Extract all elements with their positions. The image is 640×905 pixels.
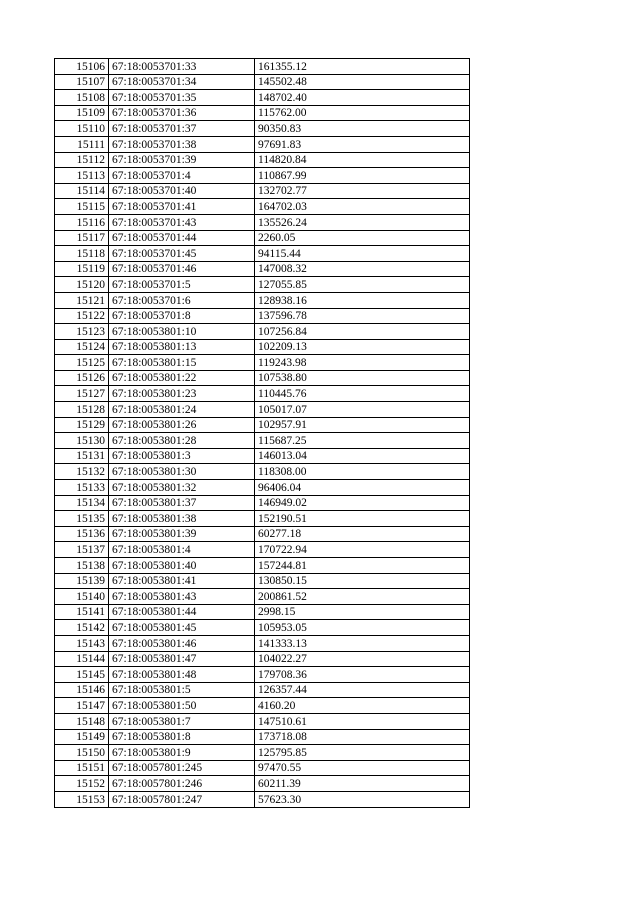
- table-row: [55, 682, 470, 698]
- cadastral-number-cell: 67:18:0057801:247: [109, 791, 255, 807]
- cadastral-number-cell: 67:18:0053801:45: [109, 620, 255, 636]
- cadastral-number-cell: 67:18:0053801:43: [109, 589, 255, 605]
- amount-cell: 146013.04: [255, 448, 470, 464]
- table-row: [55, 480, 470, 496]
- amount-cell: 141333.13: [255, 635, 470, 651]
- table-row: [55, 495, 470, 511]
- amount-cell: 102957.91: [255, 417, 470, 433]
- cadastral-number-cell: 67:18:0053801:38: [109, 511, 255, 527]
- table-body: [55, 59, 470, 808]
- amount-cell: 110445.76: [255, 386, 470, 402]
- row-index-cell: 15153: [55, 791, 109, 807]
- row-index-cell: 15124: [55, 339, 109, 355]
- amount-cell: 137596.78: [255, 308, 470, 324]
- row-index-cell: 15138: [55, 558, 109, 574]
- row-index-cell: 15116: [55, 214, 109, 230]
- table-row: [55, 698, 470, 714]
- cadastral-number-cell: 67:18:0053801:47: [109, 651, 255, 667]
- cadastral-number-cell: 67:18:0053701:38: [109, 136, 255, 152]
- cadastral-number-cell: 67:18:0053801:4: [109, 542, 255, 558]
- amount-cell: 60277.18: [255, 526, 470, 542]
- row-index-cell: 15108: [55, 90, 109, 106]
- row-index-cell: 15131: [55, 448, 109, 464]
- amount-cell: 126357.44: [255, 682, 470, 698]
- amount-cell: 90350.83: [255, 121, 470, 137]
- table-row: [55, 121, 470, 137]
- cadastral-number-cell: 67:18:0053801:24: [109, 402, 255, 418]
- row-index-cell: 15128: [55, 402, 109, 418]
- data-table: [54, 58, 470, 808]
- row-index-cell: 15141: [55, 604, 109, 620]
- amount-cell: 161355.12: [255, 59, 470, 75]
- table-row: [55, 152, 470, 168]
- cadastral-number-cell: 67:18:0053801:7: [109, 713, 255, 729]
- table-row: [55, 433, 470, 449]
- row-index-cell: 15126: [55, 370, 109, 386]
- cadastral-number-cell: 67:18:0053801:48: [109, 667, 255, 683]
- table-row: [55, 776, 470, 792]
- cadastral-number-cell: 67:18:0053701:37: [109, 121, 255, 137]
- table-row: [55, 542, 470, 558]
- table-row: [55, 246, 470, 262]
- table-row: [55, 339, 470, 355]
- amount-cell: 148702.40: [255, 90, 470, 106]
- table-row: [55, 448, 470, 464]
- amount-cell: 135526.24: [255, 214, 470, 230]
- cadastral-number-cell: 67:18:0053801:37: [109, 495, 255, 511]
- row-index-cell: 15144: [55, 651, 109, 667]
- amount-cell: 57623.30: [255, 791, 470, 807]
- amount-cell: 105953.05: [255, 620, 470, 636]
- amount-cell: 164702.03: [255, 199, 470, 215]
- cadastral-number-cell: 67:18:0053801:9: [109, 745, 255, 761]
- amount-cell: 102209.13: [255, 339, 470, 355]
- row-index-cell: 15120: [55, 277, 109, 293]
- row-index-cell: 15135: [55, 511, 109, 527]
- table-row: [55, 589, 470, 605]
- table-row: [55, 74, 470, 90]
- cadastral-number-cell: 67:18:0053801:40: [109, 558, 255, 574]
- cadastral-number-cell: 67:18:0053801:8: [109, 729, 255, 745]
- row-index-cell: 15129: [55, 417, 109, 433]
- cadastral-number-cell: 67:18:0053701:33: [109, 59, 255, 75]
- table-row: [55, 292, 470, 308]
- table-row: [55, 667, 470, 683]
- row-index-cell: 15111: [55, 136, 109, 152]
- table-row: [55, 59, 470, 75]
- table-row: [55, 620, 470, 636]
- cadastral-number-cell: 67:18:0057801:246: [109, 776, 255, 792]
- table-row: [55, 136, 470, 152]
- amount-cell: 147510.61: [255, 713, 470, 729]
- cadastral-number-cell: 67:18:0053701:5: [109, 277, 255, 293]
- amount-cell: 4160.20: [255, 698, 470, 714]
- table-row: [55, 90, 470, 106]
- table-row: [55, 402, 470, 418]
- cadastral-number-cell: 67:18:0053701:36: [109, 105, 255, 121]
- amount-cell: 145502.48: [255, 74, 470, 90]
- amount-cell: 97691.83: [255, 136, 470, 152]
- cadastral-number-cell: 67:18:0057801:245: [109, 760, 255, 776]
- amount-cell: 179708.36: [255, 667, 470, 683]
- amount-cell: 170722.94: [255, 542, 470, 558]
- row-index-cell: 15109: [55, 105, 109, 121]
- row-index-cell: 15130: [55, 433, 109, 449]
- table-row: [55, 261, 470, 277]
- row-index-cell: 15148: [55, 713, 109, 729]
- cadastral-number-cell: 67:18:0053801:13: [109, 339, 255, 355]
- cadastral-number-cell: 67:18:0053701:6: [109, 292, 255, 308]
- table-row: [55, 230, 470, 246]
- row-index-cell: 15115: [55, 199, 109, 215]
- cadastral-number-cell: 67:18:0053701:44: [109, 230, 255, 246]
- amount-cell: 60211.39: [255, 776, 470, 792]
- row-index-cell: 15118: [55, 246, 109, 262]
- cadastral-number-cell: 67:18:0053701:34: [109, 74, 255, 90]
- amount-cell: 104022.27: [255, 651, 470, 667]
- table-row: [55, 604, 470, 620]
- row-index-cell: 15134: [55, 495, 109, 511]
- table-row: [55, 729, 470, 745]
- cadastral-number-cell: 67:18:0053801:32: [109, 480, 255, 496]
- amount-cell: 128938.16: [255, 292, 470, 308]
- row-index-cell: 15147: [55, 698, 109, 714]
- cadastral-number-cell: 67:18:0053801:26: [109, 417, 255, 433]
- amount-cell: 200861.52: [255, 589, 470, 605]
- row-index-cell: 15119: [55, 261, 109, 277]
- cadastral-number-cell: 67:18:0053701:40: [109, 183, 255, 199]
- row-index-cell: 15122: [55, 308, 109, 324]
- amount-cell: 127055.85: [255, 277, 470, 293]
- table-row: [55, 651, 470, 667]
- table-row: [55, 183, 470, 199]
- table-row: [55, 573, 470, 589]
- amount-cell: 2260.05: [255, 230, 470, 246]
- row-index-cell: 15150: [55, 745, 109, 761]
- amount-cell: 173718.08: [255, 729, 470, 745]
- table-row: [55, 417, 470, 433]
- amount-cell: 157244.81: [255, 558, 470, 574]
- cadastral-number-cell: 67:18:0053701:39: [109, 152, 255, 168]
- table-row: [55, 464, 470, 480]
- cadastral-number-cell: 67:18:0053801:44: [109, 604, 255, 620]
- cadastral-number-cell: 67:18:0053801:30: [109, 464, 255, 480]
- row-index-cell: 15139: [55, 573, 109, 589]
- amount-cell: 110867.99: [255, 168, 470, 184]
- cadastral-number-cell: 67:18:0053801:3: [109, 448, 255, 464]
- cadastral-number-cell: 67:18:0053701:46: [109, 261, 255, 277]
- row-index-cell: 15113: [55, 168, 109, 184]
- table-row: [55, 558, 470, 574]
- cadastral-number-cell: 67:18:0053801:50: [109, 698, 255, 714]
- amount-cell: 119243.98: [255, 355, 470, 371]
- amount-cell: 114820.84: [255, 152, 470, 168]
- cadastral-number-cell: 67:18:0053801:28: [109, 433, 255, 449]
- row-index-cell: 15142: [55, 620, 109, 636]
- row-index-cell: 15112: [55, 152, 109, 168]
- cadastral-number-cell: 67:18:0053801:41: [109, 573, 255, 589]
- amount-cell: 107256.84: [255, 324, 470, 340]
- row-index-cell: 15125: [55, 355, 109, 371]
- cadastral-number-cell: 67:18:0053701:4: [109, 168, 255, 184]
- table-row: [55, 214, 470, 230]
- row-index-cell: 15127: [55, 386, 109, 402]
- cadastral-number-cell: 67:18:0053801:23: [109, 386, 255, 402]
- cadastral-number-cell: 67:18:0053801:15: [109, 355, 255, 371]
- row-index-cell: 15151: [55, 760, 109, 776]
- amount-cell: 147008.32: [255, 261, 470, 277]
- cadastral-number-cell: 67:18:0053701:35: [109, 90, 255, 106]
- amount-cell: 107538.80: [255, 370, 470, 386]
- cadastral-number-cell: 67:18:0053801:22: [109, 370, 255, 386]
- row-index-cell: 15145: [55, 667, 109, 683]
- table-row: [55, 105, 470, 121]
- row-index-cell: 15149: [55, 729, 109, 745]
- table-row: [55, 526, 470, 542]
- cadastral-number-cell: 67:18:0053801:46: [109, 635, 255, 651]
- table-row: [55, 791, 470, 807]
- row-index-cell: 15137: [55, 542, 109, 558]
- row-index-cell: 15136: [55, 526, 109, 542]
- amount-cell: 97470.55: [255, 760, 470, 776]
- table-row: [55, 324, 470, 340]
- cadastral-number-cell: 67:18:0053801:5: [109, 682, 255, 698]
- amount-cell: 105017.07: [255, 402, 470, 418]
- cadastral-number-cell: 67:18:0053701:45: [109, 246, 255, 262]
- row-index-cell: 15107: [55, 74, 109, 90]
- table-row: [55, 199, 470, 215]
- table-row: [55, 370, 470, 386]
- amount-cell: 118308.00: [255, 464, 470, 480]
- amount-cell: 132702.77: [255, 183, 470, 199]
- table-row: [55, 277, 470, 293]
- amount-cell: 96406.04: [255, 480, 470, 496]
- cadastral-number-cell: 67:18:0053701:43: [109, 214, 255, 230]
- amount-cell: 94115.44: [255, 246, 470, 262]
- row-index-cell: 15121: [55, 292, 109, 308]
- table-row: [55, 635, 470, 651]
- row-index-cell: 15114: [55, 183, 109, 199]
- row-index-cell: 15133: [55, 480, 109, 496]
- table-row: [55, 760, 470, 776]
- row-index-cell: 15106: [55, 59, 109, 75]
- row-index-cell: 15146: [55, 682, 109, 698]
- row-index-cell: 15143: [55, 635, 109, 651]
- cadastral-number-cell: 67:18:0053801:39: [109, 526, 255, 542]
- row-index-cell: 15132: [55, 464, 109, 480]
- cadastral-number-cell: 67:18:0053701:41: [109, 199, 255, 215]
- amount-cell: 115762.00: [255, 105, 470, 121]
- table-row: [55, 745, 470, 761]
- cadastral-number-cell: 67:18:0053701:8: [109, 308, 255, 324]
- cadastral-number-cell: 67:18:0053801:10: [109, 324, 255, 340]
- row-index-cell: 15140: [55, 589, 109, 605]
- amount-cell: 152190.51: [255, 511, 470, 527]
- row-index-cell: 15123: [55, 324, 109, 340]
- amount-cell: 146949.02: [255, 495, 470, 511]
- amount-cell: 130850.15: [255, 573, 470, 589]
- table-row: [55, 168, 470, 184]
- amount-cell: 115687.25: [255, 433, 470, 449]
- amount-cell: 125795.85: [255, 745, 470, 761]
- table-row: [55, 386, 470, 402]
- table-row: [55, 511, 470, 527]
- table-row: [55, 355, 470, 371]
- table-row: [55, 308, 470, 324]
- table-row: [55, 713, 470, 729]
- amount-cell: 2998.15: [255, 604, 470, 620]
- row-index-cell: 15152: [55, 776, 109, 792]
- row-index-cell: 15110: [55, 121, 109, 137]
- row-index-cell: 15117: [55, 230, 109, 246]
